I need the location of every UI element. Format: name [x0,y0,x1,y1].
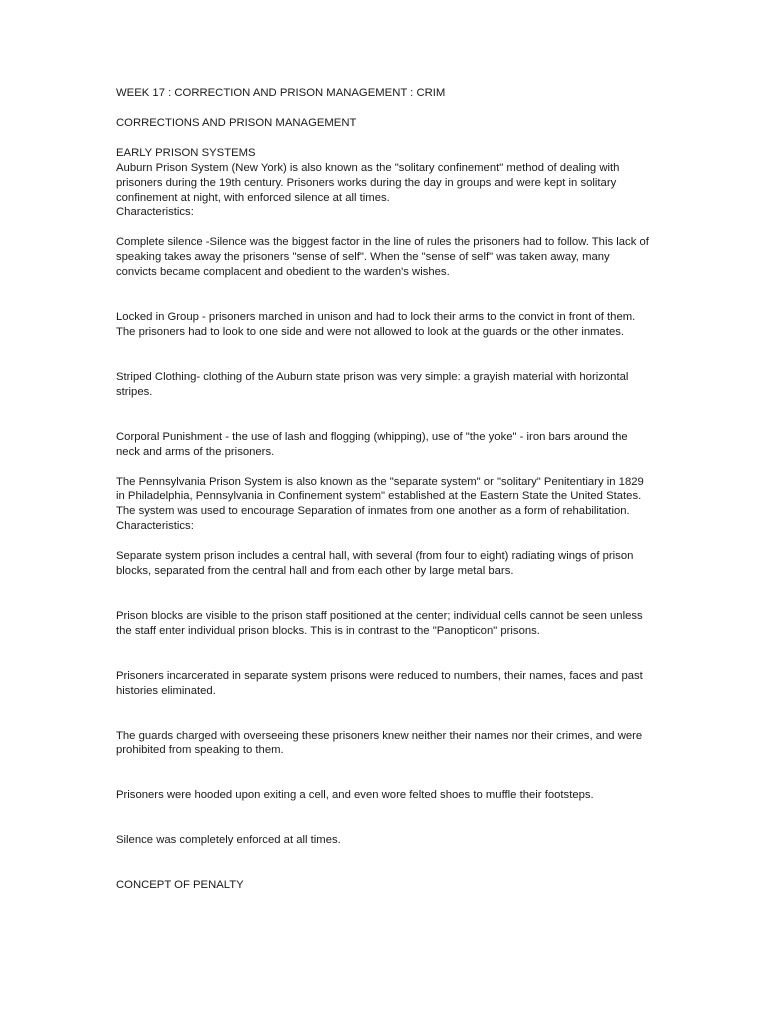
document-header: WEEK 17 : CORRECTION AND PRISON MANAGEMENT : CRIM [116,87,446,99]
section-heading-concept-of-penalty: CONCEPT OF PENALTY [116,879,244,892]
auburn-item-corporal-punishment: Corporal Punishment - the use of lash and flogging (whipping), use of "the yoke" - iron bars around the neck and arms of the prisoners. [116,430,628,458]
auburn-item-striped-clothing: Striped Clothing- clothing of the Auburn state prison was very simple: a grayish material with horizontal stripes. [116,370,629,398]
pennsylvania-item-reduced-to-numbers: Prisoners incarcerated in separate system prisons were reduced to numbers, their names, faces and past histories eliminated. [116,669,643,697]
document-title: CORRECTIONS AND PRISON MANAGEMENT [116,116,357,129]
auburn-intro-paragraph: Auburn Prison System (New York) is also known as the "solitary confinement" method of dealing with prisoners during the 19th century. Prisoners works during the day in groups and were kept in solitary confinement at night, with enforced silence at all times. [116,161,620,204]
pennsylvania-intro-paragraph: The Pennsylvania Prison System is also known as the "separate system" or "solitary" Penitentiary in 1829 in Philadelphia, Pennsylvania in Confinement system" established at the Eastern State the United States. The system was used to encourage Separation of inmates from one another as a form of rehabilitation. [116,475,644,518]
characteristics-label: Characteristics: [116,206,194,219]
section-heading-early-prison-systems: EARLY PRISON SYSTEMS [116,146,256,159]
pennsylvania-item-hooded: Prisoners were hooded upon exiting a cell, and even wore felted shoes to muffle their footsteps. [116,789,594,802]
pennsylvania-item-prison-blocks: Prison blocks are visible to the prison staff positioned at the center; individual cells cannot be seen unless the staff enter individual prison blocks. This is in contrast to the "Panopticon" prisons. [116,609,643,637]
characteristics-label: Characteristics: [116,520,194,533]
document-body [116,86,652,893]
auburn-item-locked-in-group: Locked in Group - prisoners marched in unison and had to lock their arms to the convict in front of them. The prisoners had to look to one side and were not allowed to look at the guards or the other inmates. [116,311,636,338]
pennsylvania-item-guards: The guards charged with overseeing these prisoners knew neither their names nor their crimes, and were prohibited from speaking to them. [116,729,643,757]
pennsylvania-item-central-hall: Separate system prison includes a central hall, with several (from four to eight) radiating wings of prison blocks, separated from the central hall and from each other by large metal bars. [116,550,634,578]
pennsylvania-item-silence: Silence was completely enforced at all times. [116,834,341,847]
auburn-item-complete-silence: Complete silence -Silence was the biggest factor in the line of rules the prisoners had to follow. This lack of speaking takes away the prisoners "sense of self". When the "sense of self" was taken away, many convicts became complacent and obedient to the warden's wishes. [116,236,649,279]
